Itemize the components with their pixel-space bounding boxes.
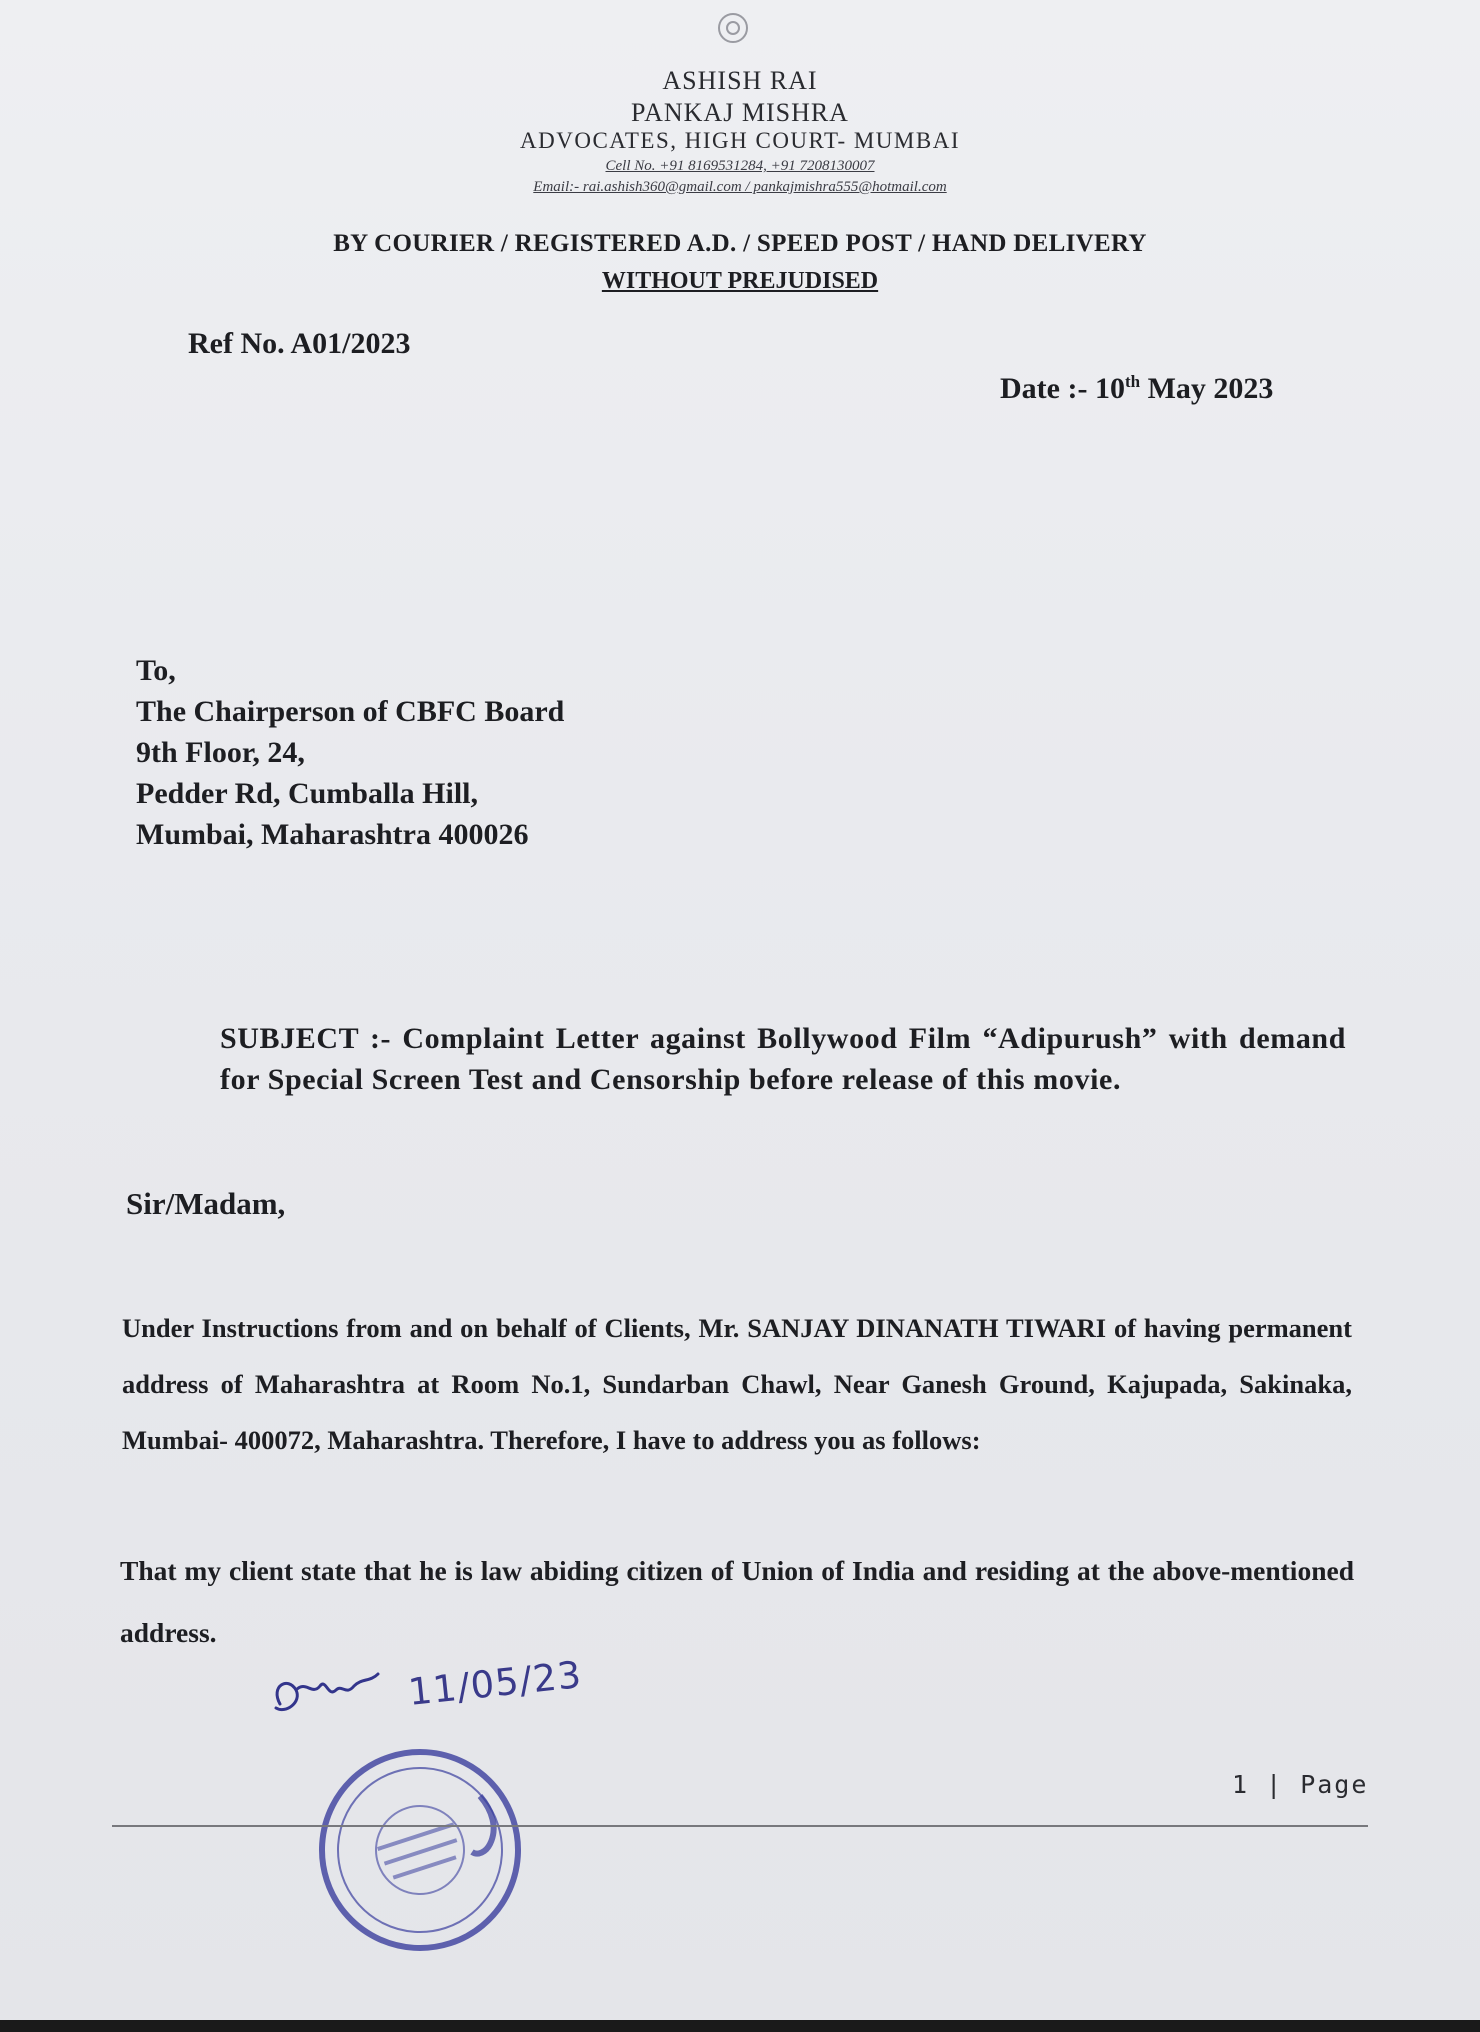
contact-phone: Cell No. +91 8169531284, +91 7208130007: [605, 158, 875, 174]
address-line: Mumbai, Maharashtra 400026: [136, 818, 529, 851]
body-paragraph: That my client state that he is law abiding citizen of Union of India and residing at the above-mentioned address.: [120, 1555, 1354, 1648]
advocate-name-2: PANKAJ MISHRA: [631, 98, 849, 127]
address-line: 9th Floor, 24,: [136, 736, 305, 769]
subject-line: SUBJECT :- Complaint Letter against Bollywood Film “Adipurush” with demand for Special Screen Test and Censorship before release of this movie.: [220, 1022, 1346, 1096]
advocate-name-1: ASHISH RAI: [662, 66, 818, 95]
letter-date: [1000, 372, 1273, 406]
recipient-address: [136, 650, 564, 855]
footer-rule: [112, 1825, 1368, 1827]
contact-email: Email:- rai.ashish360@gmail.com / pankajmishra555@hotmail.com: [533, 179, 947, 195]
letterhead-emblem-icon: [713, 8, 753, 48]
signature-date: 11/05/23: [406, 1653, 584, 1714]
prejudice-note: WITHOUT PREJUDISED: [601, 268, 879, 294]
address-line: To,: [136, 654, 176, 687]
address-line: The Chairperson of CBFC Board: [136, 695, 565, 728]
date-suffix: th: [1124, 372, 1141, 391]
date-label: Date :- 10: [1000, 372, 1125, 405]
date-rest: May 2023: [1140, 372, 1274, 405]
body-paragraph: Under Instructions from and on behalf of Clients, Mr. SANJAY DINANATH TIWARI of having permanent address of Maharashtra at Room No.1, Sundarban Chawl, Near Ganesh Ground, Kajupada, Sakinaka, Mumbai- 400072, Maharashtra. Therefore, I have to address you as follows:: [122, 1313, 1352, 1455]
handwritten-signature: [262, 1656, 382, 1736]
photo-bottom-edge: [0, 2020, 1480, 2032]
address-line: Pedder Rd, Cumballa Hill,: [136, 777, 478, 810]
delivery-mode: BY COURIER / REGISTERED A.D. / SPEED POST / HAND DELIVERY: [333, 230, 1147, 257]
salutation: Sir/Madam,: [126, 1186, 286, 1221]
firm-title: ADVOCATES, HIGH COURT- MUMBAI: [520, 128, 960, 153]
cbfc-receipt-stamp: [310, 1740, 530, 1960]
page-number: 1 | Page: [1232, 1770, 1369, 1799]
reference-number: Ref No. A01/2023: [188, 327, 411, 360]
